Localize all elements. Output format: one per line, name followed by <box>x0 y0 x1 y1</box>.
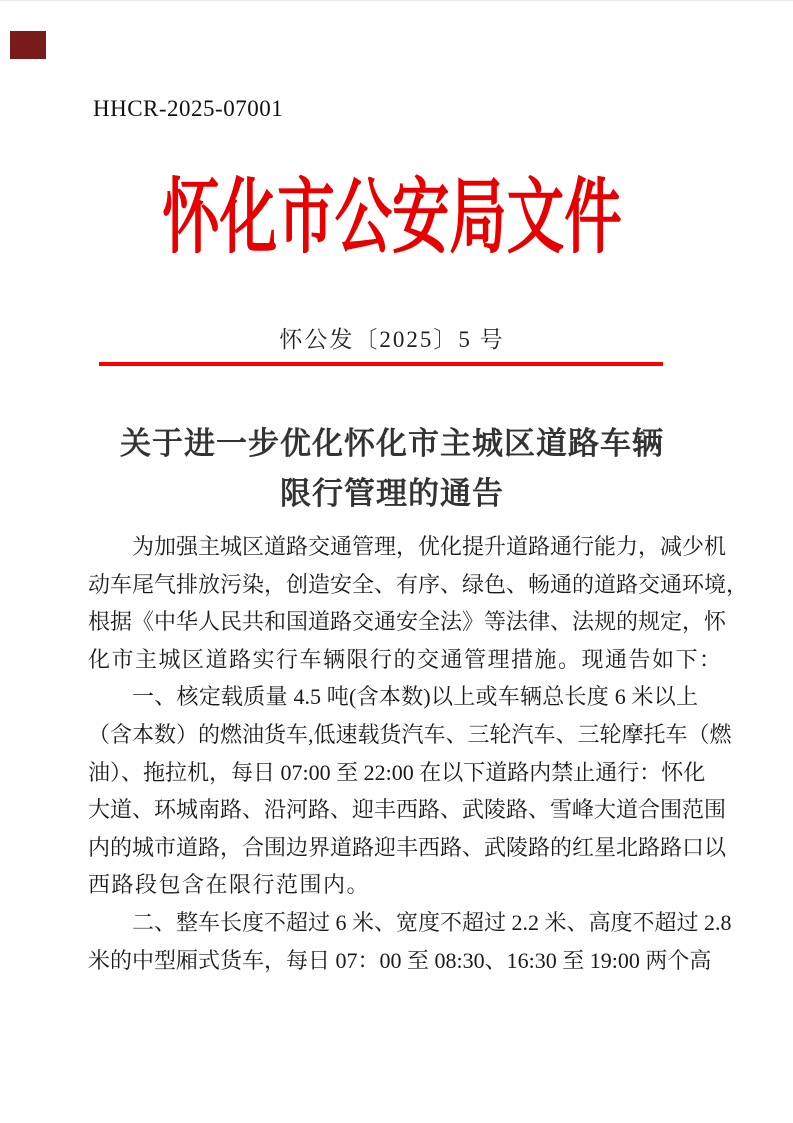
body-line: 为加强主城区道路交通管理，优化提升道路通行能力，减少机 <box>132 534 727 559</box>
body-line: （含本数）的燃油货车,低速载货汽车、三轮汽车、三轮摩托车（燃 <box>88 721 732 747</box>
body-line: 根据《中华人民共和国道路交通安全法》等法律、法规的规定，怀 <box>88 609 727 635</box>
notice-title-line2: 限行管理的通告 <box>280 476 504 511</box>
body-line: 油）、拖拉机，每日 07:00 至 22:00 在以下道路内禁止通行：怀化 <box>88 759 706 785</box>
body-line: 米的中型厢式货车，每日 07：00 至 08:30、16:30 至 19:00 两个高 <box>88 947 712 973</box>
notice-title <box>88 419 696 519</box>
body-line: 西路段包含在限行范围内。 <box>88 872 371 898</box>
body-line: 化市主城区道路实行车辆限行的交通管理措施。现通告如下： <box>88 646 723 672</box>
document-code: HHCR-2025-07001 <box>93 96 284 121</box>
body-line: 一、核定载质量 4.5 吨(含本数)以上或车辆总长度 6 米以上 <box>132 684 698 710</box>
agency-title: 怀化市公安局文件 <box>162 172 622 263</box>
red-divider-line <box>99 362 663 366</box>
corner-mark <box>10 31 46 59</box>
agency-title-row <box>88 169 696 267</box>
body-line: 大道、环城南路、沿河路、迎丰西路、武陵路、雪峰大道合围范围 <box>88 797 727 823</box>
body-line: 动车尾气排放污染，创造安全、有序、绿色、畅通的道路交通环境， <box>88 571 749 597</box>
document-body <box>88 528 749 979</box>
body-line: 内的城市道路，合围边界道路迎丰西路、武陵路的红星北路路口以 <box>88 834 727 860</box>
notice-title-line1: 关于进一步优化怀化市主城区道路车辆 <box>120 426 664 461</box>
document-number: 怀公发〔2025〕5 号 <box>279 327 505 352</box>
body-line: 二、整车长度不超过 6 米、宽度不超过 2.2 米、高度不超过 2.8 <box>132 909 732 935</box>
